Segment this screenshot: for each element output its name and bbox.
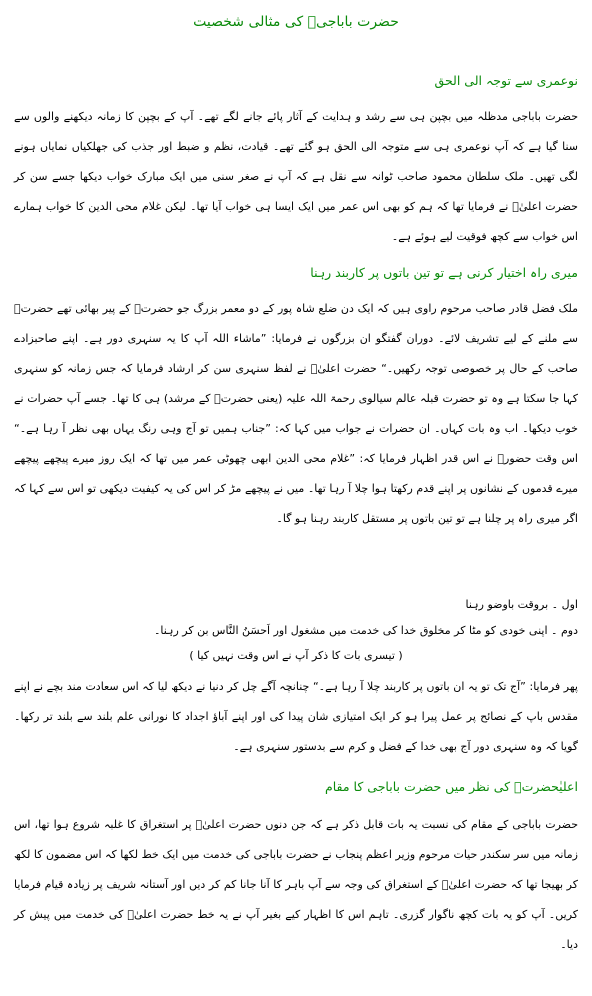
principles-list [14, 592, 578, 668]
section-heading-early-devotion: نوعمری سے توجہ الی الحق [434, 73, 578, 88]
page-title: حضرت باباجیؒ کی مثالی شخصیت [193, 14, 399, 30]
list-item-second: دوم ۔ اپنی خودی کو مٹا کر مخلوق خدا کی خدمت میں مشغول اور اَحسَنُ النَّاس بن کر رہنا۔ [153, 624, 578, 637]
section-heading-three-principles: میری راہ اختیار کرنی ہے تو تین باتوں پر کاربند رہنا [310, 265, 578, 280]
section-heading-status: اعلیٰحضرتؒ کی نظر میں حضرت باباجی کا مقام [325, 779, 578, 794]
paragraph-status: حضرت باباجی کے مقام کی نسبت یہ بات قابل ذکر ہے کہ جن دنوں حضرت اعلیٰؒ پر استغراق کا غلبہ شروع ہوا تھا، اس زمانہ میں سر سکندر حیات مرحوم وزیر اعظم پنجاب نے حضرت باباجی کی خدمت میں ایک خط لکھا کہ اس مضمون کا لکھ کر بھیجا تھا کہ حضرت اعلیٰؒ کے استغراق کی وجہ سے آپ باہر کا آنا جانا کم کر دیں اور آستانہ شریف پر زیادہ قیام فرمایا کریں۔ آپ کو یہ بات کچھ ناگوار گزری۔ تاہم اس کا اظہار کیے بغیر آپ نے یہ خط حضرت اعلیٰؒ کی خدمت میں پیش کر دیا۔ [14, 818, 578, 951]
third-principle-note: ( تیسری بات کا ذکر آپ نے اس وقت نہیں کیا ) [189, 649, 403, 662]
paragraph-closing: پھر فرمایا: ”آج تک تو یہ ان باتوں پر کاربند چلا آ رہا ہے۔“ چنانچہ آگے چل کر دنیا نے دیکھ لیا کہ اس سعادت مند بچے نے اپنے مقدس باپ کے نصائح پر عمل پیرا ہو کر ایک امتیازی شان پیدا کی اور اپنے آباؤ اجداد کا نورانی علم بلند سے بلند تر رکھا۔ گویا کہ وہ سنہری دور آج بھی خدا کے فضل و کرم سے بدستور سنہری ہے۔ [14, 680, 578, 753]
paragraph-three-principles: ملک فضل قادر صاحب مرحوم راوی ہیں کہ ایک دن ضلع شاہ پور کے دو معمر بزرگ جو حضرتؒ کے پیر بھائی تھے حضرتؒ سے ملنے کے لیے تشریف لائے۔ دوران گفتگو ان بزرگوں نے فرمایا: ”ماشاء اللہ آپ کا یہ سنہری دور ہے۔ اپنے صاحبزادے صاحب کے حال پر خصوصی توجہ رکھیں۔“ حضرت اعلیٰؒ نے لفظ سنہری سن کر ارشاد فرمایا کہ جس زمانہ کو سنہری کہا جا سکتا ہے وہ تو حضرت قبلہ عالم سیالوی رحمۃ اللہ علیہ (یعنی حضرتؒ کے مرشد) ہی کا تھا۔ جسے آپ حضرات نے خوب دیکھا۔ اب وہ بات کہاں۔ ان حضرات نے جواب میں کہا کہ: ”جناب ہمیں تو آج وہی رنگ یہاں بھی نظر آ رہا ہے۔“ اس وقت حضورؒ نے اس قدر اظہار فرمایا کہ: ”غلام محی الدین ابھی چھوٹی عمر میں تھا کہ ایک روز میرے پیچھے پیچھے میرے قدموں کے نشانوں پر اپنے قدم رکھتا ہوا چلا آ رہا تھا۔ میں نے پیچھے مڑ کر اس کی یہ کیفیت دیکھی تو اس سے کہا کہ اگر میری راہ پر چلنا ہے تو تین باتوں پر مستقل کاربند رہنا ہو گا۔ [14, 302, 578, 525]
paragraph-early-devotion: حضرت باباجی مدظلہ میں بچپن ہی سے رشد و ہدایت کے آثار پائے جانے لگے تھے۔ آپ کے بچپن کا زمانہ دیکھنے والوں سے سنا گیا ہے کہ آپ نوعمری ہی سے متوجہ الی الحق ہو گئے تھے۔ قیادت، نظم و ضبط اور جذب کی جھلکیاں نمایاں ہونے لگی تھیں۔ ملک سلطان محمود صاحب ٹوانہ سے نقل ہے کہ آپ نے صغر سنی میں ایک مبارک خواب دیکھا جسے سن کر حضرت اعلیٰؒ نے فرمایا تھا کہ ہم کو بھی اس عمر میں ایک ایسا ہی خواب آیا تھا۔ لیکن غلام محی الدین کا خواب ہمارے اس خواب سے کچھ فوقیت لیے ہوئے ہے۔ [14, 110, 578, 243]
list-item-first: اول ۔ بروقت باوضو رہنا [465, 598, 578, 611]
